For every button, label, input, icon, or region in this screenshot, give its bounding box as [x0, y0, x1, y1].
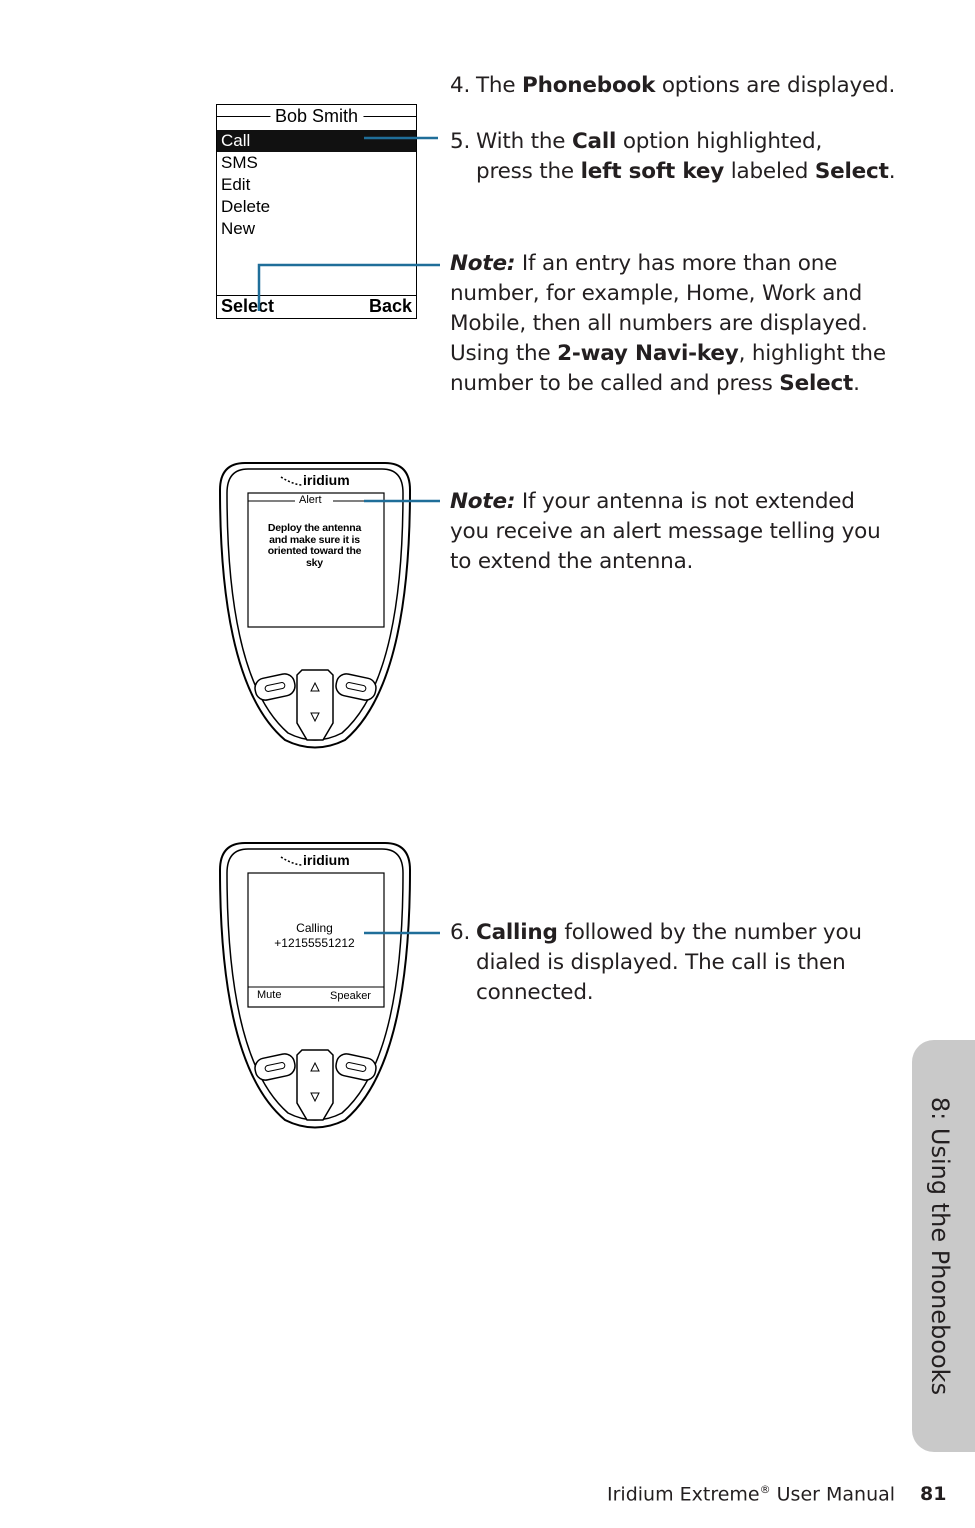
calling-number: +12155551212 — [274, 936, 355, 950]
note-antenna: Note: If your antenna is not extended you receive an alert message telling you to extend the antenna. — [450, 489, 881, 574]
footer-manual-title: Iridium Extreme® User Manual — [607, 1483, 896, 1506]
soft-key-speaker[interactable]: Speaker — [330, 990, 371, 1002]
menu-item-sms[interactable]: SMS — [221, 153, 258, 172]
soft-key-mute[interactable]: Mute — [257, 989, 282, 1001]
step-6: 6. Calling followed by the number you dialed is displayed. The call is then connected. — [450, 920, 862, 1005]
note-multiple-numbers: Note: If an entry has more than one number, for example, Home, Work and Mobile, then all numbers are displayed. Using the 2-way Navi-key, highlight the number to be called and press Select. — [450, 251, 886, 396]
page-number: 81 — [920, 1483, 947, 1505]
alert-message: Deploy the antenna and make sure it is oriented toward the sky — [267, 522, 362, 569]
step-4: 4. The Phonebook options are displayed. — [450, 73, 896, 98]
alert-title: Alert — [299, 494, 322, 506]
menu-item-new[interactable]: New — [221, 219, 256, 238]
screen-title: Bob Smith — [270, 106, 363, 127]
calling-label: Calling — [296, 921, 333, 935]
menu-item-edit[interactable]: Edit — [221, 175, 251, 194]
menu-item-call[interactable]: Call — [217, 130, 416, 152]
phone-brand: iridium — [303, 852, 350, 868]
phone-brand: iridium — [303, 472, 350, 488]
step-5: 5. With the Call option highlighted, press the left soft key labeled Select. — [450, 129, 896, 184]
soft-key-select[interactable]: Select — [221, 296, 275, 316]
soft-key-back[interactable]: Back — [368, 296, 412, 316]
callout-select — [259, 265, 440, 311]
menu-item-delete[interactable]: Delete — [221, 197, 271, 216]
